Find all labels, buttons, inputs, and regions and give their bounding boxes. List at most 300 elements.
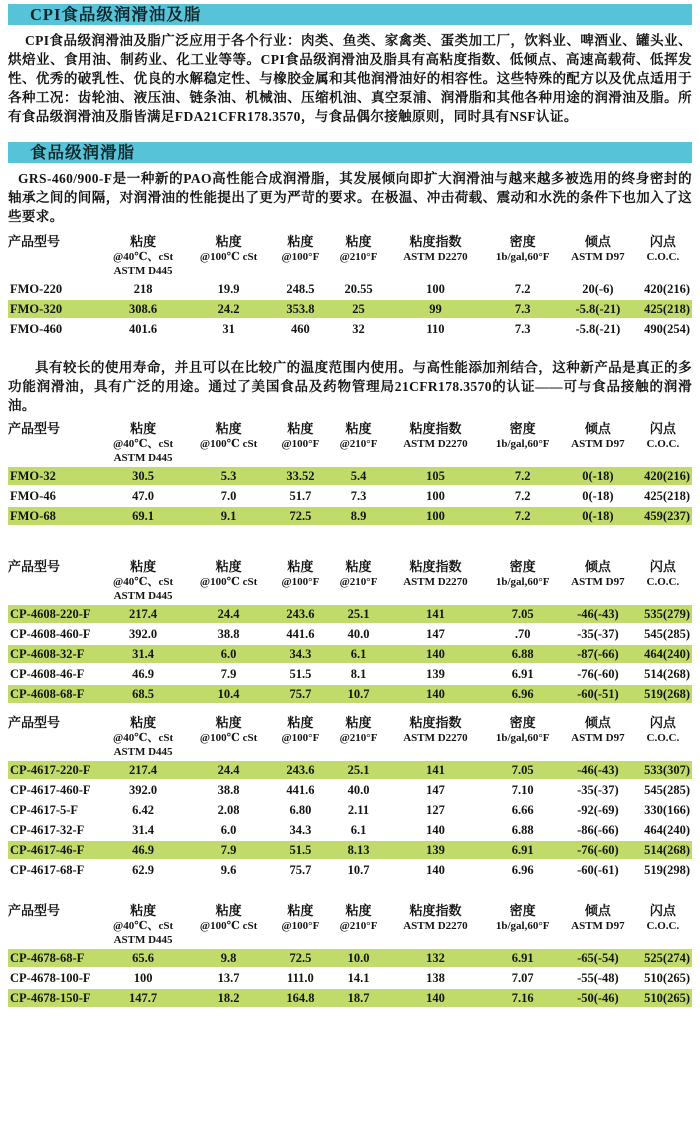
spec-value: -46(-43): [562, 605, 634, 623]
spec-value: 18.7: [329, 989, 387, 1007]
spec-value: 8.1: [350, 667, 367, 681]
product-model: FMO-68: [8, 507, 100, 525]
spec-value: 6.1: [350, 823, 367, 837]
spec-value: 40.0: [347, 783, 370, 797]
product-model: CP-4608-68-F: [8, 685, 100, 703]
spec-value: 243.6: [271, 761, 329, 779]
column-header-row: [8, 421, 692, 465]
spec-value: 38.8: [217, 783, 240, 797]
column-title: 粘度: [215, 903, 242, 918]
column-title: 倾点: [584, 715, 611, 730]
column-title: 粘度: [287, 903, 314, 918]
spec-value: 47.0: [132, 489, 155, 503]
spec-value: .70: [514, 627, 531, 641]
column-title: 闪点: [649, 903, 676, 918]
column-header: [100, 903, 186, 947]
spec-value: 75.7: [289, 863, 312, 877]
spec-value: 217.4: [100, 761, 186, 779]
table-row: [8, 665, 692, 683]
spec-value: 7.3: [350, 489, 367, 503]
column-header: [329, 903, 387, 947]
column-subtitle: 1b/gal,60°F: [495, 576, 550, 588]
spec-value: 9.8: [186, 949, 272, 967]
column-subtitle: C.O.C.: [646, 920, 680, 932]
column-title: 闪点: [649, 559, 676, 574]
column-title: 产品型号: [8, 421, 61, 436]
spec-value: 139: [426, 667, 445, 681]
column-header: [483, 715, 562, 759]
spec-table-fmo-light: [8, 419, 692, 527]
spec-value: 65.6: [100, 949, 186, 967]
spec-value: 6.88: [511, 823, 534, 837]
spec-value: 9.6: [220, 863, 237, 877]
spec-value: 519(268): [634, 685, 692, 703]
column-subtitle: ASTM D445: [113, 590, 173, 602]
column-title: 粘度: [130, 421, 157, 436]
spec-value: 392.0: [129, 627, 158, 641]
column-subtitle: @40℃、cSt: [113, 251, 174, 263]
column-header: [8, 559, 100, 603]
spec-value: -87(-66): [562, 645, 634, 663]
spec-value: 7.2: [483, 467, 562, 485]
column-header: [271, 903, 329, 947]
column-subtitle: @100°F: [281, 920, 320, 932]
spec-value: 0(-18): [562, 507, 634, 525]
spec-value: 140: [388, 645, 484, 663]
column-title: 粘度指数: [409, 421, 462, 436]
spec-value: 72.5: [271, 507, 329, 525]
product-model: CP-4617-68-F: [10, 863, 85, 877]
spec-value: 51.5: [271, 841, 329, 859]
spec-value: 140: [426, 823, 445, 837]
spec-value: 243.6: [271, 605, 329, 623]
column-title: 产品型号: [8, 559, 61, 574]
spec-value: 6.0: [220, 823, 237, 837]
spec-value: 525(274): [634, 949, 692, 967]
spec-value: 392.0: [129, 783, 158, 797]
column-title: 产品型号: [8, 715, 61, 730]
column-header: [329, 421, 387, 465]
spec-value: 330(166): [644, 803, 690, 817]
column-header: [388, 559, 484, 603]
spec-value: 2.08: [217, 803, 240, 817]
column-header: [271, 559, 329, 603]
product-model: FMO-460: [10, 322, 63, 336]
spec-value: 138: [426, 971, 445, 985]
spec-value: 164.8: [271, 989, 329, 1007]
column-header: [8, 234, 100, 278]
column-subtitle: @100°F: [281, 438, 320, 450]
spec-value: -76(-60): [577, 667, 619, 681]
column-subtitle: @100℃ cSt: [199, 732, 258, 744]
column-subtitle: C.O.C.: [646, 251, 680, 263]
column-subtitle: @100°F: [281, 732, 320, 744]
column-subtitle: 1b/gal,60°F: [495, 920, 550, 932]
spec-value: 25.1: [329, 761, 387, 779]
spec-value: 7.3: [514, 322, 531, 336]
column-header: [8, 903, 100, 947]
spec-value: 25.1: [329, 605, 387, 623]
column-header: [271, 421, 329, 465]
spec-value: 7.0: [220, 489, 237, 503]
spec-value: 6.96: [483, 685, 562, 703]
spec-value: 8.9: [329, 507, 387, 525]
column-header: [100, 559, 186, 603]
spec-table-cp4608: [8, 557, 692, 705]
grease-paragraph: GRS-460/900-F是一种新的PAO高性能合成润滑脂，其发展倾向即扩大润滑油与越来越多被选用的终身密封的轴承之间的间隔，对润滑油的性能提出了更为严苛的要求。在极温、冲击荷载、震动和水洗的条件下也加入了这些要求。: [8, 171, 692, 224]
column-subtitle: ASTM D2270: [403, 732, 468, 744]
spec-value: 6.66: [511, 803, 534, 817]
spec-value: 110: [426, 322, 445, 336]
spec-value: 139: [388, 841, 484, 859]
spec-value: -5.8(-21): [575, 322, 621, 336]
spec-value: 68.5: [100, 685, 186, 703]
table-row: [8, 467, 692, 485]
table-row: [8, 761, 692, 779]
column-header: [483, 559, 562, 603]
spec-value: 490(254): [644, 322, 690, 336]
spec-value: 32: [352, 322, 365, 336]
spec-value: 100: [133, 971, 153, 985]
column-subtitle: ASTM D445: [113, 934, 173, 946]
table-row: [8, 625, 692, 643]
column-subtitle: ASTM D445: [113, 452, 173, 464]
column-title: 粘度指数: [409, 903, 462, 918]
spec-value: 46.9: [132, 667, 155, 681]
spec-value: 6.96: [511, 863, 534, 877]
column-header: [271, 234, 329, 278]
spec-value: 25: [329, 300, 387, 318]
spec-value: 10.7: [347, 863, 370, 877]
column-subtitle: ASTM D445: [113, 746, 173, 758]
spec-value: -46(-43): [562, 761, 634, 779]
column-header: [186, 715, 272, 759]
intro-paragraph: CPI食品级润滑油及脂广泛应用于各个行业：肉类、鱼类、家禽类、蛋类加工厂，饮料业、啤酒业、罐头业、烘焙业、食用油、制药业、化工业等等。CPI食品级润滑油及脂具有高粘度指数、低倾点、高速高载荷、低挥发性、优秀的破乳性、优良的水解稳定性、与橡胶金属和其他润滑油好的相容性。这些特殊的配方以及优点适用于各种工况：齿轮油、液压油、链条油、机械油、压缩机油、真空泵浦、润滑脂和其他各种用途的润滑油及脂。所有食品级润滑油及脂皆满足FDA21CFR178.3570，与食品偶尔接触原则，同时具有NSF认证。: [8, 33, 692, 124]
column-header-row: [8, 234, 692, 278]
product-model: CP-4678-100-F: [10, 971, 91, 985]
table-row: [8, 507, 692, 525]
spec-value: 51.7: [289, 489, 312, 503]
table-row: [8, 300, 692, 318]
column-subtitle: @40℃、cSt: [113, 920, 174, 932]
spec-value: 545(285): [644, 783, 690, 797]
spec-value: 127: [426, 803, 445, 817]
spec-value: 6.91: [483, 841, 562, 859]
product-model: CP-4617-460-F: [10, 783, 91, 797]
spec-value: 425(218): [634, 300, 692, 318]
column-header: [634, 903, 692, 947]
column-title: 粘度指数: [409, 559, 462, 574]
spec-value: 510(265): [634, 989, 692, 1007]
product-model: CP-4678-68-F: [8, 949, 100, 967]
spec-value: 535(279): [634, 605, 692, 623]
spec-value: 147.7: [100, 989, 186, 1007]
column-header: [388, 715, 484, 759]
column-title: 倾点: [584, 234, 611, 249]
spec-value: 510(265): [644, 971, 690, 985]
spec-table-cp4617: [8, 713, 692, 881]
spec-value: 69.1: [100, 507, 186, 525]
table-row: [8, 685, 692, 703]
column-subtitle: 1b/gal,60°F: [495, 251, 550, 263]
column-title: 粘度指数: [409, 234, 462, 249]
column-title: 粘度: [345, 903, 372, 918]
spec-value: 13.7: [217, 971, 240, 985]
column-subtitle: @210°F: [339, 251, 378, 263]
spec-value: 38.8: [217, 627, 240, 641]
spec-value: 100: [426, 489, 445, 503]
column-header: [8, 421, 100, 465]
spec-value: -55(-48): [577, 971, 619, 985]
spec-value: -35(-37): [577, 627, 619, 641]
spec-table-cp4678: [8, 901, 692, 1009]
spec-value: 40.0: [347, 627, 370, 641]
spec-value: 514(268): [644, 667, 690, 681]
table-row: [8, 320, 692, 338]
column-header: [100, 421, 186, 465]
column-title: 粘度: [287, 715, 314, 730]
spec-value: 0(-18): [582, 489, 614, 503]
column-header: [388, 421, 484, 465]
spec-value: 420(216): [644, 282, 690, 296]
column-header-row: [8, 559, 692, 603]
spec-table-fmo-heavy: [8, 232, 692, 340]
column-title: 密度: [509, 559, 536, 574]
spec-value: 34.3: [289, 823, 312, 837]
spec-value: 31.4: [100, 645, 186, 663]
spec-value: 6.91: [511, 667, 534, 681]
spec-value: 18.2: [186, 989, 272, 1007]
table-row: [8, 801, 692, 819]
column-title: 粘度: [287, 559, 314, 574]
spec-value: 6.88: [483, 645, 562, 663]
column-header: [634, 715, 692, 759]
column-subtitle: ASTM D97: [571, 920, 625, 932]
table-row: [8, 645, 692, 663]
spec-value: 34.3: [271, 645, 329, 663]
spec-value: 0(-18): [562, 467, 634, 485]
table-row: [8, 969, 692, 987]
spec-value: 147: [426, 627, 445, 641]
table-row: [8, 605, 692, 623]
column-header: [100, 715, 186, 759]
column-title: 密度: [509, 421, 536, 436]
column-title: 粘度: [215, 715, 242, 730]
column-subtitle: @100℃ cSt: [199, 438, 258, 450]
spec-value: -50(-46): [562, 989, 634, 1007]
spec-value: 100: [426, 282, 445, 296]
spec-value: 141: [388, 761, 484, 779]
column-subtitle: @40℃、cSt: [113, 732, 174, 744]
spec-value: -76(-60): [562, 841, 634, 859]
spec-value: 2.11: [347, 803, 370, 817]
spec-value: 10.7: [329, 685, 387, 703]
spec-value: 519(298): [644, 863, 690, 877]
spec-value: 33.52: [271, 467, 329, 485]
column-subtitle: ASTM D2270: [403, 576, 468, 588]
spec-value: 460: [291, 322, 310, 336]
column-subtitle: ASTM D2270: [403, 438, 468, 450]
product-model: FMO-220: [10, 282, 63, 296]
table-row: [8, 487, 692, 505]
column-header: [483, 234, 562, 278]
column-header: [483, 421, 562, 465]
product-model: CP-4608-46-F: [10, 667, 85, 681]
column-title: 倾点: [584, 903, 611, 918]
spec-value: 441.6: [286, 627, 315, 641]
column-subtitle: @210°F: [339, 732, 378, 744]
column-subtitle: C.O.C.: [646, 438, 680, 450]
spec-value: 30.5: [100, 467, 186, 485]
spec-value: 20(-6): [582, 282, 614, 296]
column-subtitle: 1b/gal,60°F: [495, 732, 550, 744]
table-row: [8, 989, 692, 1007]
column-header: [8, 715, 100, 759]
column-subtitle: @100°F: [281, 251, 320, 263]
spec-value: 140: [426, 863, 445, 877]
column-header: [388, 903, 484, 947]
product-model: CP-4617-5-F: [10, 803, 79, 817]
spec-value: 7.16: [483, 989, 562, 1007]
spec-value: 111.0: [287, 971, 314, 985]
column-title: 粘度: [130, 903, 157, 918]
spec-value: -35(-37): [577, 783, 619, 797]
spec-value: 459(237): [634, 507, 692, 525]
column-subtitle: @40℃、cSt: [113, 438, 174, 450]
column-title: 产品型号: [8, 903, 61, 918]
column-header: [634, 559, 692, 603]
column-title: 粘度: [345, 421, 372, 436]
spec-value: 10.0: [329, 949, 387, 967]
column-title: 粘度: [345, 715, 372, 730]
product-model: CP-4617-220-F: [8, 761, 100, 779]
spec-value: 62.9: [132, 863, 155, 877]
spec-value: 6.0: [186, 645, 272, 663]
column-header: [186, 234, 272, 278]
column-header: [329, 559, 387, 603]
spec-value: -86(-66): [577, 823, 619, 837]
spec-value: 75.7: [271, 685, 329, 703]
spec-value: 6.1: [329, 645, 387, 663]
spec-value: 24.4: [186, 761, 272, 779]
spec-value: 7.9: [220, 667, 237, 681]
spec-value: 7.2: [483, 507, 562, 525]
spec-value: 51.5: [289, 667, 312, 681]
column-subtitle: ASTM D2270: [403, 251, 468, 263]
spec-value: 19.9: [217, 282, 240, 296]
product-model: CP-4608-32-F: [8, 645, 100, 663]
table-row: [8, 861, 692, 879]
spec-value: 132: [388, 949, 484, 967]
spec-value: 6.80: [289, 803, 312, 817]
product-model: CP-4678-150-F: [8, 989, 100, 1007]
spec-value: -65(-54): [562, 949, 634, 967]
product-model: FMO-32: [8, 467, 100, 485]
product-model: CP-4617-32-F: [10, 823, 85, 837]
column-subtitle: ASTM D97: [571, 251, 625, 263]
spec-value: 7.3: [483, 300, 562, 318]
spec-value: 7.2: [514, 489, 531, 503]
spec-value: -92(-69): [577, 803, 619, 817]
spec-value: -60(-51): [562, 685, 634, 703]
spec-value: 7.05: [483, 605, 562, 623]
column-header: [388, 234, 484, 278]
spec-value: 147: [426, 783, 445, 797]
product-model: CP-4608-220-F: [8, 605, 100, 623]
column-title: 粘度: [345, 559, 372, 574]
spec-value: 24.2: [186, 300, 272, 318]
table-row: [8, 781, 692, 799]
spec-value: -60(-61): [577, 863, 619, 877]
spec-value: 425(218): [644, 489, 690, 503]
spec-value: 46.9: [100, 841, 186, 859]
spec-value: 533(307): [634, 761, 692, 779]
spec-value: 308.6: [100, 300, 186, 318]
spec-value: 24.4: [186, 605, 272, 623]
spec-value: -5.8(-21): [562, 300, 634, 318]
column-subtitle: C.O.C.: [646, 732, 680, 744]
column-subtitle: 1b/gal,60°F: [495, 438, 550, 450]
spec-value: 248.5: [286, 282, 315, 296]
column-title: 倾点: [584, 421, 611, 436]
table-row: [8, 821, 692, 839]
product-model: CP-4617-46-F: [8, 841, 100, 859]
spec-value: 20.55: [344, 282, 373, 296]
spec-value: 441.6: [286, 783, 315, 797]
column-header: [634, 234, 692, 278]
product-model: FMO-46: [10, 489, 56, 503]
spec-value: 7.9: [186, 841, 272, 859]
spec-value: 31.4: [132, 823, 155, 837]
column-subtitle: @210°F: [339, 920, 378, 932]
spec-value: 14.1: [347, 971, 370, 985]
column-header: [329, 234, 387, 278]
column-title: 产品型号: [8, 234, 61, 249]
table-row: [8, 841, 692, 859]
column-subtitle: C.O.C.: [646, 576, 680, 588]
section-header-grease: 食品级润滑脂: [8, 142, 692, 163]
spec-value: 218: [133, 282, 153, 296]
column-title: 粘度: [215, 421, 242, 436]
column-header: [562, 903, 634, 947]
spec-value: 464(240): [634, 645, 692, 663]
column-title: 闪点: [649, 234, 676, 249]
column-header-row: [8, 715, 692, 759]
column-header: [100, 234, 186, 278]
column-title: 粘度: [287, 421, 314, 436]
spec-value: 6.91: [483, 949, 562, 967]
spec-value: 7.2: [514, 282, 531, 296]
mid-paragraph: 具有较长的使用寿命，并且可以在比较广的温度范围内使用。与高性能添加剂结合，这种新产品是真正的多功能润滑油，具有广泛的用途。通过了美国食品及药物管理局21CFR178.3570的认证——可与食品接触的润滑油。: [8, 360, 692, 413]
column-subtitle: @100°F: [281, 576, 320, 588]
spec-value: 545(285): [644, 627, 690, 641]
column-title: 密度: [509, 234, 536, 249]
spec-value: 353.8: [271, 300, 329, 318]
spec-value: 464(240): [644, 823, 690, 837]
column-header: [186, 421, 272, 465]
column-subtitle: ASTM D97: [571, 576, 625, 588]
column-subtitle: @40℃、cSt: [113, 576, 174, 588]
product-model: CP-4608-460-F: [10, 627, 91, 641]
column-subtitle: @100℃ cSt: [199, 920, 258, 932]
column-subtitle: @100℃ cSt: [199, 251, 258, 263]
spec-value: 7.05: [483, 761, 562, 779]
column-title: 粘度: [215, 234, 242, 249]
column-title: 倾点: [584, 559, 611, 574]
section-header-oils: CPI食品级润滑油及脂: [8, 4, 692, 25]
table-row: [8, 949, 692, 967]
column-header: [562, 559, 634, 603]
